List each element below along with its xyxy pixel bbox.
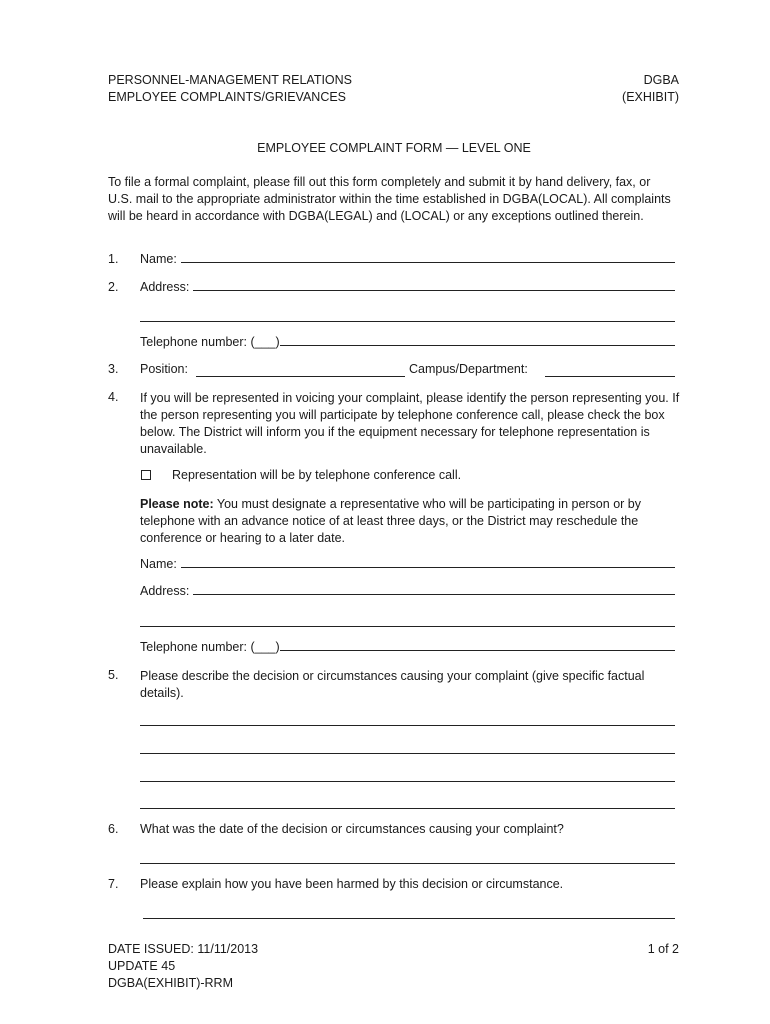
- position-field[interactable]: [196, 376, 405, 377]
- intro-paragraph: To file a formal complaint, please fill out this form completely and submit it by hand delivery, fax, or U.S. mail to the appropriate administrator within the time established in DGBA(LOCAL). All complaints will be heard in accordance with DGBA(LEGAL) and (LOCAL) or any exceptions outlined therein.: [108, 175, 671, 223]
- footer-date-issued: DATE ISSUED: 11/11/2013: [108, 942, 259, 956]
- footer-code: DGBA(EXHIBIT)-RRM: [108, 976, 233, 990]
- item-number-2: 2.: [108, 280, 119, 294]
- campus-label: Campus/Department:: [409, 362, 528, 376]
- item-number-5: 5.: [108, 668, 119, 682]
- item-number-4: 4.: [108, 390, 119, 404]
- item-4-text: If you will be represented in voicing your complaint, please identify the person representing you. If the person representing you will participate by telephone conference call, please check the box below. The District will inform you if the equipment necessary for telephone representation is unavailable.: [140, 391, 680, 456]
- rep-address-row: [140, 584, 675, 598]
- item-7-text: Please explain how you have been harmed by this decision or circumstance.: [140, 877, 564, 891]
- checkbox-label: Representation will be by telephone conference call.: [172, 468, 462, 482]
- address-row: [140, 280, 675, 294]
- header-section-title: PERSONNEL-MANAGEMENT RELATIONS: [108, 73, 353, 87]
- form-title: EMPLOYEE COMPLAINT FORM — LEVEL ONE: [257, 141, 531, 155]
- address-field-line-2[interactable]: [140, 321, 675, 322]
- name-row: [140, 252, 675, 266]
- please-note-paragraph: [140, 496, 680, 547]
- rep-name-field[interactable]: [181, 567, 675, 568]
- harm-field[interactable]: [143, 918, 675, 919]
- name-field[interactable]: [181, 262, 675, 263]
- rep-name-label: Name:: [140, 557, 177, 571]
- name-label: Name:: [140, 252, 177, 266]
- date-field[interactable]: [140, 863, 675, 864]
- decision-field-line-4[interactable]: [140, 808, 675, 809]
- position-label: Position:: [140, 362, 188, 376]
- address-field[interactable]: [193, 290, 675, 291]
- rep-telephone-row: [140, 640, 675, 654]
- telephone-label: Telephone number: (___): [140, 335, 280, 349]
- rep-address-label: Address:: [140, 584, 190, 598]
- campus-field[interactable]: [545, 376, 675, 377]
- telephone-conference-checkbox[interactable]: [141, 470, 151, 480]
- header-subsection-title: EMPLOYEE COMPLAINTS/GRIEVANCES: [108, 90, 347, 104]
- telephone-field[interactable]: [280, 345, 675, 346]
- address-label: Address:: [140, 280, 190, 294]
- footer-page-number: 1 of 2: [647, 942, 679, 956]
- rep-name-row: [140, 557, 675, 571]
- telephone-row: [140, 335, 675, 349]
- item-number-3: 3.: [108, 362, 119, 376]
- decision-field-line-2[interactable]: [140, 753, 675, 754]
- footer-update: UPDATE 45: [108, 959, 176, 973]
- please-note-label: Please note:: [140, 497, 214, 511]
- item-5-text: Please describe the decision or circumstances causing your complaint (give specific factual details).: [140, 669, 645, 700]
- please-note-text: You must designate a representative who will be participating in person or by telephone with an advance notice of at least three days, or the District may reschedule the conference or hearing to a later date.: [140, 497, 641, 545]
- item-number-6: 6.: [108, 822, 119, 836]
- header-policy-code: DGBA: [643, 73, 679, 87]
- rep-address-field-line-2[interactable]: [140, 626, 675, 627]
- rep-address-field[interactable]: [193, 594, 675, 595]
- item-6-text: What was the date of the decision or circumstances causing your complaint?: [140, 822, 564, 836]
- item-number-1: 1.: [108, 252, 119, 266]
- rep-telephone-field[interactable]: [280, 650, 675, 651]
- decision-field-line-3[interactable]: [140, 781, 675, 782]
- header-policy-type: (EXHIBIT): [622, 90, 679, 104]
- item-number-7: 7.: [108, 877, 119, 891]
- rep-telephone-label: Telephone number: (___): [140, 640, 280, 654]
- decision-field-line-1[interactable]: [140, 725, 675, 726]
